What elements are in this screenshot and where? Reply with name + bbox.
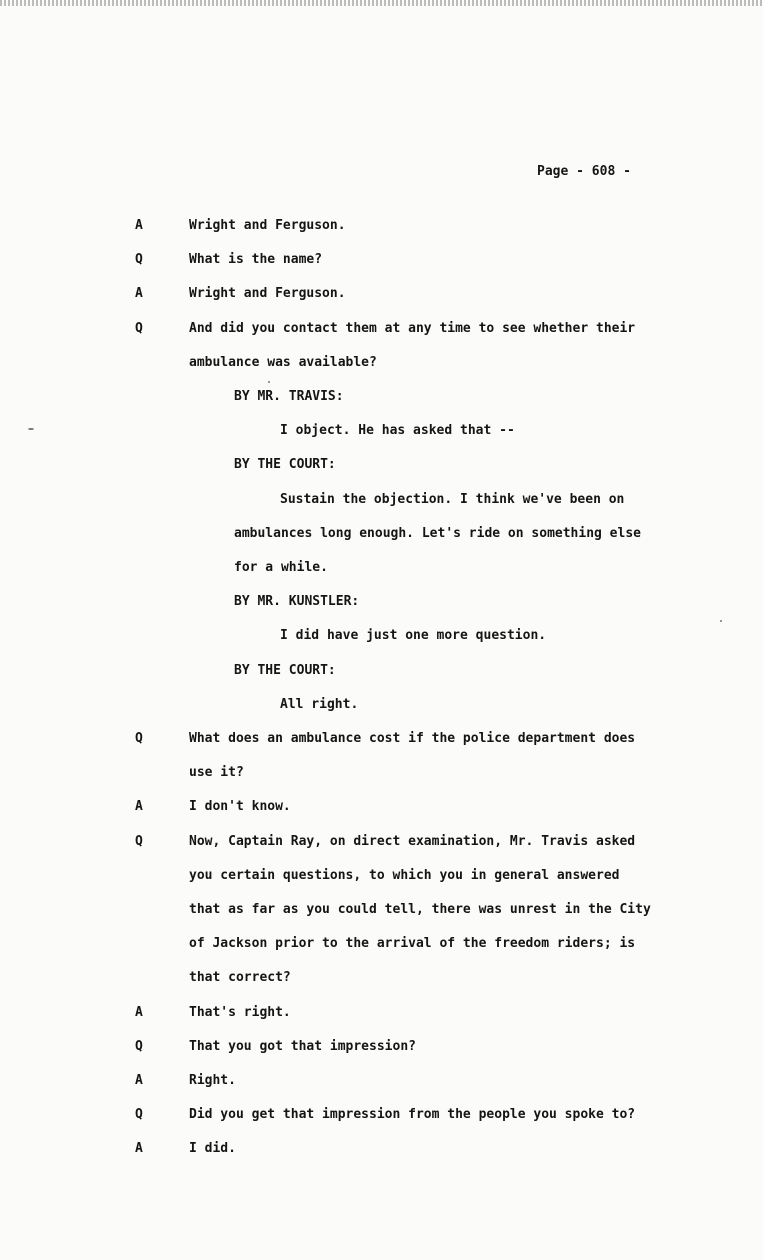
- transcript-line: [0, 900, 763, 920]
- line-text: ambulance was available?: [189, 355, 377, 370]
- transcript-line: [0, 763, 763, 783]
- speaker-label: Q: [135, 1039, 143, 1054]
- page-top-edge: [0, 0, 763, 6]
- line-text: Right.: [189, 1073, 236, 1088]
- speaker-label: Q: [135, 731, 143, 746]
- transcript-line: [0, 695, 763, 715]
- transcript-line: [0, 421, 763, 441]
- speaker-label: A: [135, 799, 143, 814]
- transcript-line: [0, 524, 763, 544]
- line-text: that as far as you could tell, there was unrest in the City: [189, 902, 651, 917]
- line-text: BY MR. KUNSTLER:: [234, 594, 360, 609]
- transcript-line: [0, 1139, 763, 1159]
- speaker-label: A: [135, 1073, 143, 1088]
- transcript-line: [0, 284, 763, 304]
- line-text: BY THE COURT:: [234, 457, 336, 472]
- line-text: use it?: [189, 765, 244, 780]
- scan-speck: [268, 381, 270, 383]
- line-text: Sustain the objection. I think we've been on: [280, 492, 625, 507]
- speaker-label: A: [135, 1005, 143, 1020]
- page-number: Page - 608 -: [537, 164, 631, 179]
- line-text: BY MR. TRAVIS:: [234, 389, 344, 404]
- transcript-line: [0, 832, 763, 852]
- line-text: That's right.: [189, 1005, 291, 1020]
- line-text: Did you get that impression from the people you spoke to?: [189, 1107, 636, 1122]
- line-text: What does an ambulance cost if the police department does: [189, 731, 636, 746]
- transcript-line: [0, 866, 763, 886]
- transcript-line: [0, 558, 763, 578]
- line-text: I object. He has asked that --: [280, 423, 515, 438]
- transcript-line: [0, 319, 763, 339]
- transcript-line: [0, 455, 763, 475]
- line-text: you certain questions, to which you in general answered: [189, 868, 620, 883]
- speaker-label: Q: [135, 321, 143, 336]
- speaker-label: Q: [135, 834, 143, 849]
- speaker-label: A: [135, 1141, 143, 1156]
- line-text: I did.: [189, 1141, 236, 1156]
- transcript-line: [0, 968, 763, 988]
- line-text: Wright and Ferguson.: [189, 286, 346, 301]
- transcript-line: [0, 1071, 763, 1091]
- transcript-line: [0, 626, 763, 646]
- line-text: BY THE COURT:: [234, 663, 336, 678]
- line-text: And did you contact them at any time to see whether their: [189, 321, 636, 336]
- scan-speck: [720, 620, 722, 622]
- transcript-line: [0, 216, 763, 236]
- speaker-label: A: [135, 218, 143, 233]
- transcript-line: [0, 387, 763, 407]
- line-text: Wright and Ferguson.: [189, 218, 346, 233]
- transcript-line: [0, 1105, 763, 1125]
- line-text: I did have just one more question.: [280, 628, 547, 643]
- line-text: Now, Captain Ray, on direct examination, Mr. Travis asked: [189, 834, 636, 849]
- transcript-line: [0, 353, 763, 373]
- transcript-line: [0, 934, 763, 954]
- line-text: for a while.: [234, 560, 328, 575]
- line-text: of Jackson prior to the arrival of the freedom riders; is: [189, 936, 636, 951]
- transcript-line: [0, 592, 763, 612]
- line-text: that correct?: [189, 970, 291, 985]
- transcript-line: [0, 797, 763, 817]
- transcript-line: [0, 661, 763, 681]
- speaker-label: Q: [135, 252, 143, 267]
- speaker-label: A: [135, 286, 143, 301]
- transcript-line: [0, 250, 763, 270]
- line-text: ambulances long enough. Let's ride on something else: [234, 526, 641, 541]
- transcript-line: [0, 729, 763, 749]
- transcript-line: [0, 1037, 763, 1057]
- line-text: What is the name?: [189, 252, 323, 267]
- scan-speck: [28, 428, 34, 430]
- line-text: That you got that impression?: [189, 1039, 416, 1054]
- transcript-line: [0, 1003, 763, 1023]
- transcript-line: [0, 490, 763, 510]
- line-text: All right.: [280, 697, 359, 712]
- speaker-label: Q: [135, 1107, 143, 1122]
- line-text: I don't know.: [189, 799, 291, 814]
